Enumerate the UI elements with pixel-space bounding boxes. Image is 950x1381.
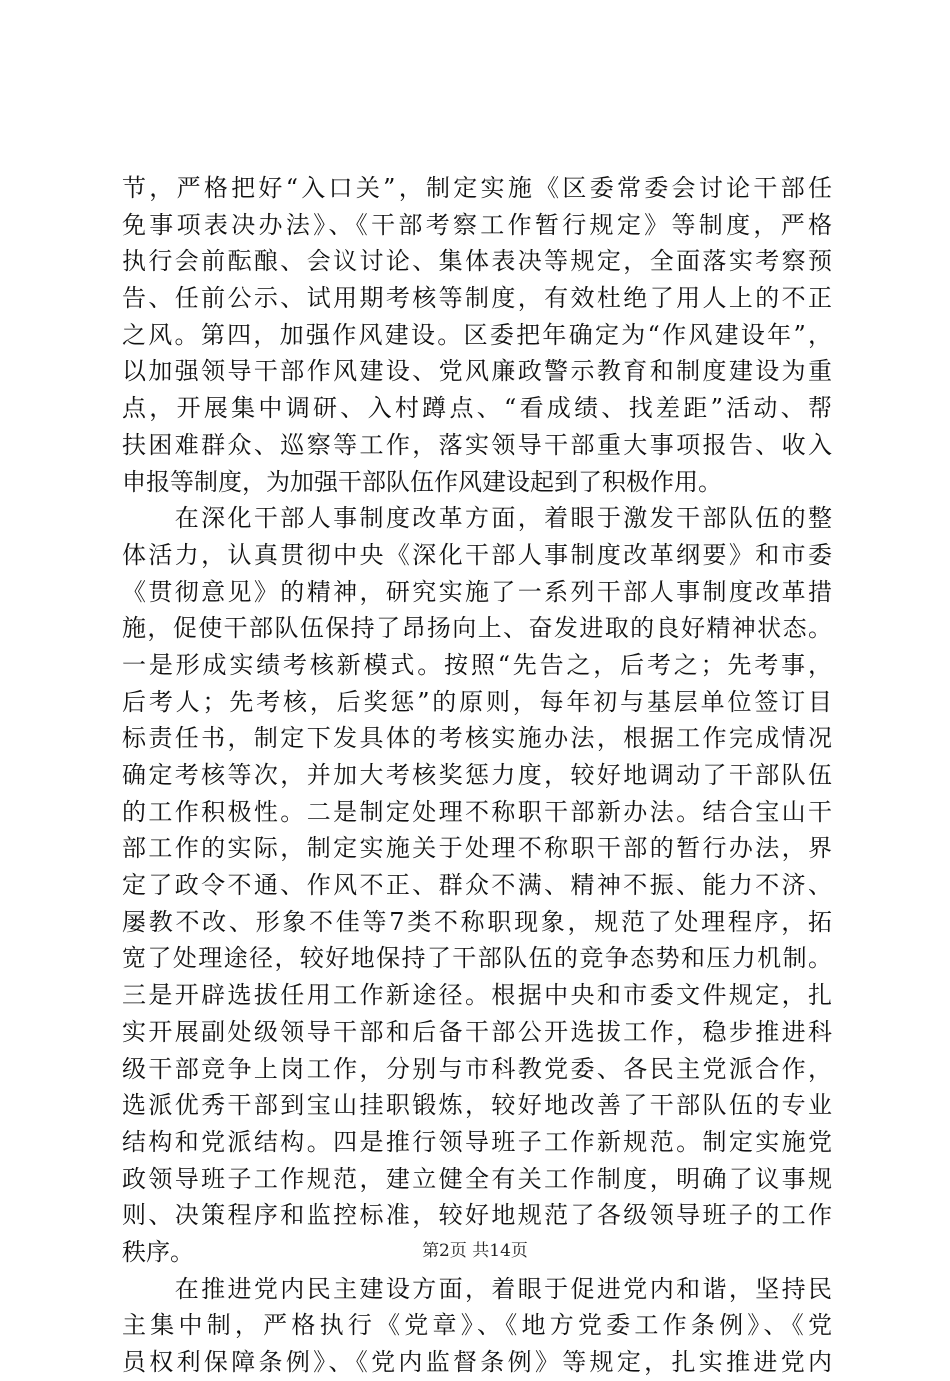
text-line: 体活力，认真贯彻中央《深化干部人事制度改革纲要》和市委	[122, 540, 832, 569]
text-line: 秩序。	[122, 1237, 194, 1266]
text-line: 三是开辟选拔任用工作新途径。根据中央和市委文件规定，扎	[122, 981, 832, 1010]
text-line: 确定考核等次，并加大考核奖惩力度，较好地调动了干部队伍	[122, 761, 832, 789]
text-line: 之风。第四，加强作风建设。区委把年确定为“作风建设年”，	[122, 320, 832, 349]
text-line: 政领导班子工作规范，建立健全有关工作制度，明确了议事规	[122, 1164, 832, 1193]
text-line: 扶困难群众、巡察等工作，落实领导干部重大事项报告、收入	[122, 430, 832, 459]
text-line: 免事项表决办法》、《干部考察工作暂行规定》等制度，严格	[122, 210, 832, 239]
text-line: 在深化干部人事制度改革方面，着眼于激发干部队伍的整	[122, 504, 832, 533]
text-line: 在推进党内民主建设方面，着眼于促进党内和谐，坚持民	[122, 1274, 832, 1303]
text-line: 标责任书，制定下发具体的考核实施办法，根据工作完成情况	[122, 724, 832, 753]
text-line: 部工作的实际，制定实施关于处理不称职干部的暂行办法，界	[122, 834, 832, 863]
text-line: 的工作积极性。二是制定处理不称职干部新办法。结合宝山干	[122, 797, 832, 826]
text-line: 结构和党派结构。四是推行领导班子工作新规范。制定实施党	[122, 1127, 832, 1156]
text-line: 一是形成实绩考核新模式。按照“先告之，后考之；先考事，	[122, 650, 832, 679]
text-line: 执行会前酝酿、会议讨论、集体表决等规定，全面落实考察预	[122, 247, 832, 276]
body-text	[122, 170, 832, 1381]
text-line: 施，促使干部队伍保持了昂扬向上、奋发进取的良好精神状态。	[122, 614, 832, 643]
text-line: 《贯彻意见》的精神，研究实施了一系列干部人事制度改革措	[122, 577, 832, 606]
text-line: 点，开展集中调研、入村蹲点、“看成绩、找差距”活动、帮	[122, 394, 832, 423]
text-line: 屡教不改、形象不佳等7类不称职现象，规范了处理程序，拓	[122, 907, 832, 936]
text-line: 宽了处理途径，较好地保持了干部队伍的竞争态势和压力机制。	[122, 944, 832, 973]
text-line: 后考人；先考核，后奖惩”的原则，每年初与基层单位签订目	[122, 687, 832, 716]
text-line: 级干部竞争上岗工作，分别与市科教党委、各民主党派合作，	[122, 1054, 832, 1083]
text-line: 实开展副处级领导干部和后备干部公开选拔工作，稳步推进科	[122, 1017, 832, 1046]
page-footer: 第2页 共14页	[422, 1241, 528, 1261]
text-line: 申报等制度，为加强干部队伍作风建设起到了积极作用。	[122, 467, 722, 496]
text-line: 员权利保障条例》、《党内监督条例》等规定，扎实推进党内	[122, 1348, 832, 1376]
text-line: 选派优秀干部到宝山挂职锻炼，较好地改善了干部队伍的专业	[122, 1091, 832, 1120]
text-line: 则、决策程序和监控标准，较好地规范了各级领导班子的工作	[122, 1201, 832, 1230]
text-line: 节，严格把好“入口关”，制定实施《区委常委会讨论干部任	[122, 174, 832, 202]
text-line: 定了政令不通、作风不正、群众不满、精神不振、能力不济、	[122, 871, 832, 900]
text-line: 告、任前公示、试用期考核等制度，有效杜绝了用人上的不正	[122, 284, 832, 313]
text-line: 主集中制，严格执行《党章》、《地方党委工作条例》、《党	[122, 1311, 832, 1340]
text-line: 以加强领导干部作风建设、党风廉政警示教育和制度建设为重	[122, 357, 832, 386]
